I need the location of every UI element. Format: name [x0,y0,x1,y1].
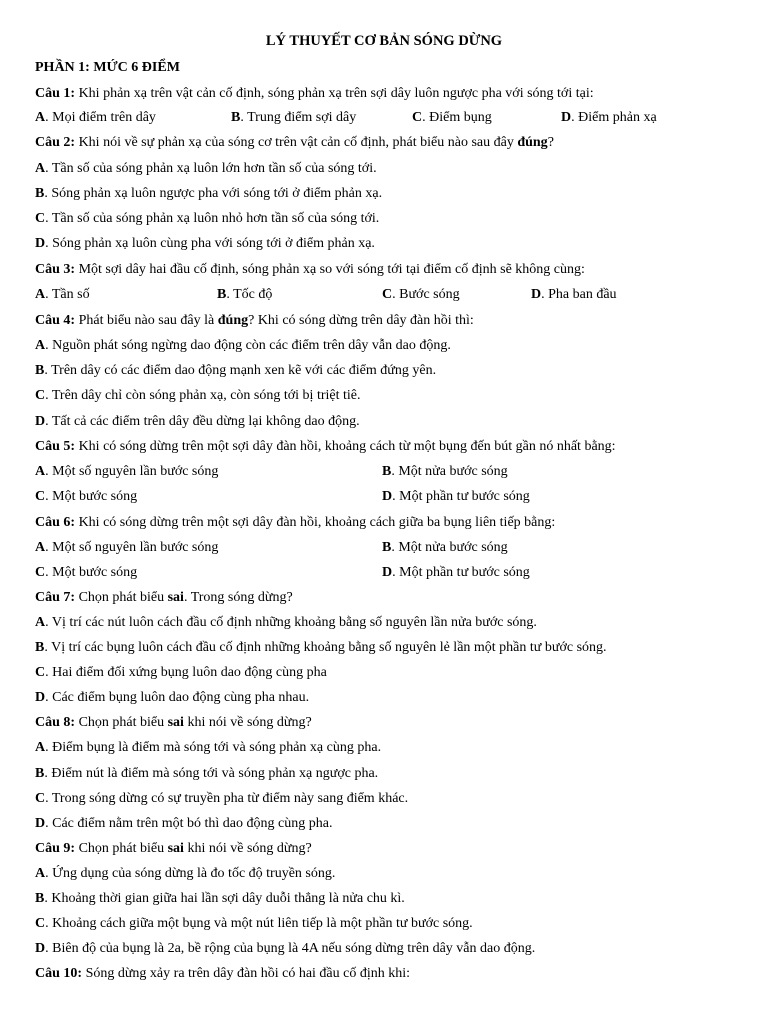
option-letter: B [217,287,227,302]
question-label: Câu 10: [35,966,83,981]
option-letter: B [35,363,45,378]
question-text: Chọn phát biểu [75,715,168,730]
option-text: . Điểm phản xạ [571,110,657,125]
question-label: Câu 8: [35,715,76,730]
option-3c [382,286,460,303]
question-3 [35,261,585,278]
option-letter: D [382,489,393,504]
option-text: . Điểm nút là điểm mà sóng tới và sóng phản xạ ngược pha. [44,766,379,781]
question-text-end: ? Khi có sóng dừng trên dây đàn hồi thì: [248,313,474,328]
option-text: . Các điểm nằm trên một bó thì dao động cùng pha. [45,816,333,831]
option-letter: D [35,941,46,956]
option-letter: C [382,287,393,302]
option-letter: D [35,816,46,831]
option-text: . Một phần tư bước sóng [392,489,530,504]
option-6d [382,564,530,581]
option-text: . Hai điểm đối xứng bụng luôn dao động cùng pha [45,665,327,680]
option-text: . Ứng dụng của sóng dừng là đo tốc độ truyền sóng. [45,866,336,881]
question-5 [35,438,616,455]
option-text: . Tốc độ [226,287,273,302]
option-letter: A [35,161,46,176]
question-text: Khi nói về sự phản xạ của sóng cơ trên vật cản cố định, phát biểu nào sau đây [75,135,518,150]
question-8 [35,714,312,731]
option-4a [35,337,451,354]
option-letter: D [531,287,542,302]
question-label: Câu 3: [35,262,76,277]
option-1d [561,109,657,126]
option-9d [35,940,535,957]
option-text: . Các điểm bụng luôn dao động cùng pha nhau. [45,690,310,705]
question-text: Một sợi dây hai đầu cố định, sóng phản xạ so với sóng tới tại điểm cố định sẽ không cùng: [75,262,585,277]
question-emphasis: sai [167,715,184,730]
option-text: . Khoảng thời gian giữa hai lần sợi dây duỗi thẳng là nửa chu kì. [44,891,405,906]
option-letter: C [35,565,46,580]
question-text: Phát biểu nào sau đây là [75,313,218,328]
question-emphasis: sai [167,841,184,856]
option-text: . Tần số [45,287,90,302]
option-8c [35,790,408,807]
option-9c [35,915,473,932]
option-4c [35,387,361,404]
question-text: Khi phản xạ trên vật cản cố định, sóng phản xạ trên sợi dây luôn ngược pha với sóng tới tại: [75,86,594,101]
question-emphasis: sai [167,590,184,605]
option-text: . Vị trí các nút luôn cách đầu cố định những khoảng bằng số nguyên lần nửa bước sóng. [45,615,537,630]
question-9 [35,840,312,857]
option-text: . Trung điểm sợi dây [240,110,357,125]
option-text: . Vị trí các bụng luôn cách đầu cố định những khoảng bằng số nguyên lẻ lần một phần tư bước sóng. [44,640,607,655]
option-letter: A [35,540,46,555]
question-text: Chọn phát biểu [75,841,168,856]
question-text-end: khi nói về sóng dừng? [183,841,312,856]
option-7a [35,614,537,631]
option-8a [35,739,381,756]
option-text: . Tần số của sóng phản xạ luôn nhỏ hơn tần số của sóng tới. [45,211,380,226]
option-8d [35,815,332,832]
question-emphasis: đúng [217,313,249,328]
option-text: . Một bước sóng [45,565,138,580]
option-6c [35,564,137,581]
question-label: Câu 5: [35,439,76,454]
option-5b [382,463,508,480]
option-text: . Khoảng cách giữa một bụng và một nút liên tiếp là một phần tư bước sóng. [45,916,473,931]
option-7b [35,639,607,656]
option-letter: D [382,565,393,580]
option-letter: C [412,110,423,125]
option-letter: C [35,916,46,931]
option-letter: A [35,615,46,630]
option-3d [531,286,617,303]
option-letter: C [35,211,46,226]
option-text: . Mọi điểm trên dây [45,110,156,125]
option-1b [231,109,356,126]
option-5a [35,463,218,480]
question-text-end: . Trong sóng dừng? [183,590,293,605]
question-label: Câu 1: [35,86,76,101]
option-6b [382,539,508,556]
question-4 [35,312,474,329]
option-text: . Trên dây có các điểm dao động mạnh xen kẽ với các điểm đứng yên. [44,363,437,378]
question-label: Câu 9: [35,841,76,856]
option-letter: D [561,110,572,125]
option-text: . Tần số của sóng phản xạ luôn lớn hơn tần số của sóng tới. [45,161,377,176]
option-5c [35,488,137,505]
question-label: Câu 7: [35,590,76,605]
option-letter: B [382,464,392,479]
option-8b [35,765,378,782]
question-text: Khi có sóng dừng trên một sợi dây đàn hồi, khoảng cách từ một bụng đến bút gần nó nhất bằng: [75,439,616,454]
option-text: . Điểm bụng là điểm mà sóng tới và sóng phản xạ cùng pha. [45,740,382,755]
question-text: Khi có sóng dừng trên một sợi dây đàn hồi, khoảng cách giữa ba bụng liên tiếp bằng: [75,515,556,530]
option-text: . Một bước sóng [45,489,138,504]
option-text: . Bước sóng [392,287,460,302]
option-text: . Sóng phản xạ luôn cùng pha với sóng tới ở điểm phản xạ. [45,236,375,251]
option-letter: D [35,690,46,705]
option-letter: C [35,388,46,403]
option-3a [35,286,90,303]
option-letter: A [35,287,46,302]
option-letter: B [35,891,45,906]
option-2b [35,185,382,202]
option-letter: D [35,414,46,429]
question-2 [35,134,554,151]
question-6 [35,514,555,531]
option-text: . Trong sóng dừng có sự truyền pha từ điểm này sang điểm khác. [45,791,409,806]
option-letter: D [35,236,46,251]
option-3b [217,286,272,303]
option-9b [35,890,405,907]
option-letter: B [231,110,241,125]
option-letter: B [382,540,392,555]
option-letter: A [35,740,46,755]
option-text: . Một nửa bước sóng [391,464,508,479]
option-1c [412,109,492,126]
option-letter: B [35,186,45,201]
option-5d [382,488,530,505]
question-label: Câu 6: [35,515,76,530]
option-text: . Sóng phản xạ luôn ngược pha với sóng tới ở điểm phản xạ. [44,186,383,201]
option-4b [35,362,436,379]
option-text: . Nguồn phát sóng ngừng dao động còn các điểm trên dây vẫn dao động. [45,338,451,353]
option-text: . Một số nguyên lần bước sóng [45,540,219,555]
option-2d [35,235,375,252]
option-text: . Một phần tư bước sóng [392,565,530,580]
document-title: LÝ THUYẾT CƠ BẢN SÓNG DỪNG [265,33,503,49]
section-heading: PHẦN 1: MỨC 6 ĐIỂM [35,60,180,75]
option-letter: B [35,766,45,781]
option-7c [35,664,327,681]
option-2a [35,160,377,177]
option-6a [35,539,218,556]
option-letter: A [35,338,46,353]
option-text: . Điểm bụng [422,110,492,125]
option-1a [35,109,156,126]
option-letter: A [35,866,46,881]
question-7 [35,589,293,606]
question-emphasis: đúng [517,135,548,150]
option-text: . Biên độ của bụng là 2a, bề rộng của bụng là 4A nếu sóng dừng trên dây vẫn dao động. [45,941,536,956]
question-1 [35,85,594,102]
question-text: Chọn phát biểu [75,590,168,605]
question-label: Câu 2: [35,135,76,150]
question-text-end: ? [547,135,554,150]
question-label: Câu 4: [35,313,76,328]
option-letter: A [35,110,46,125]
option-text: . Trên dây chỉ còn sóng phản xạ, còn sóng tới bị triệt tiê. [45,388,361,403]
option-letter: C [35,665,46,680]
option-2c [35,210,379,227]
option-text: . Một số nguyên lần bước sóng [45,464,219,479]
option-7d [35,689,309,706]
option-letter: A [35,464,46,479]
option-letter: C [35,791,46,806]
question-10 [35,965,410,982]
option-text: . Tất cả các điểm trên dây đều dừng lại không dao động. [45,414,360,429]
question-text: Sóng dừng xảy ra trên dây đàn hồi có hai đầu cố định khi: [82,966,411,981]
option-letter: C [35,489,46,504]
option-text: . Một nửa bước sóng [391,540,508,555]
option-4d [35,413,360,430]
question-text-end: khi nói về sóng dừng? [183,715,312,730]
option-text: . Pha ban đầu [541,287,617,302]
option-9a [35,865,335,882]
option-letter: B [35,640,45,655]
